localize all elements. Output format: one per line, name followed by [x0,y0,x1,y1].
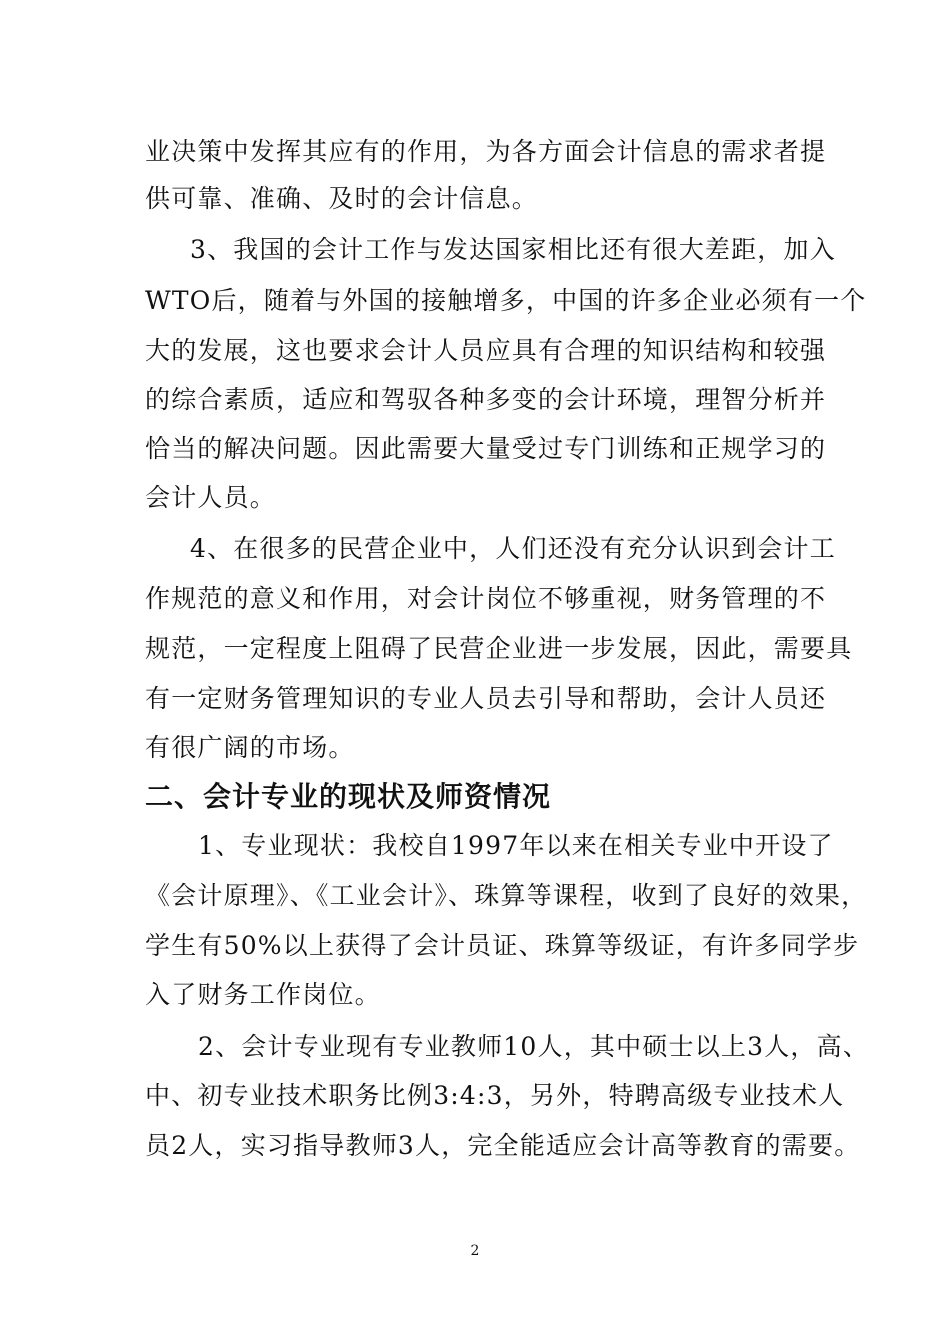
page-number: 2 [470,1243,480,1259]
body-text-line: 的综合素质，适应和驾驭各种多变的会计环境，理智分析并 [145,385,827,414]
section-heading: 二、会计专业的现状及师资情况 [145,780,552,813]
body-text-line: 会计人员。 [145,483,277,512]
body-text-line: WTO后，随着与外国的接触增多，中国的许多企业必须有一个 [145,286,867,315]
body-text-line: 作规范的意义和作用，对会计岗位不够重视，财务管理的不 [145,584,827,613]
body-text-line: 规范，一定程度上阻碍了民营企业进一步发展，因此，需要具 [145,634,853,663]
body-text-line: 4、在很多的民营企业中，人们还没有充分认识到会计工 [190,534,836,563]
body-text-line: 1、专业现状：我校自1997年以来在相关专业中开设了 [198,831,834,860]
body-text-line: 3、我国的会计工作与发达国家相比还有很大差距，加入 [190,235,836,264]
body-text-line: 有一定财务管理知识的专业人员去引导和帮助，会计人员还 [145,684,827,713]
body-text-line: 《会计原理》、《工业会计》、珠算等课程，收到了良好的效果， [145,881,868,910]
body-text-line: 入了财务工作岗位。 [145,980,381,1009]
body-text-line: 供可靠、准确、及时的会计信息。 [145,184,539,213]
body-text-line: 中、初专业技术职务比例3:4:3，另外，特聘高级专业技术人 [145,1081,845,1110]
body-text-line: 恰当的解决问题。因此需要大量受过专门训练和正规学习的 [145,434,827,463]
body-text-line: 大的发展，这也要求会计人员应具有合理的知识结构和较强 [145,336,827,365]
body-text-line: 2、会计专业现有专业教师10人，其中硕士以上3人，高、 [198,1032,870,1061]
body-text-line: 有很广阔的市场。 [145,733,355,762]
body-text-line: 业决策中发挥其应有的作用，为各方面会计信息的需求者提 [145,137,827,166]
body-text-line: 学生有50%以上获得了会计员证、珠算等级证，有许多同学步 [145,931,860,960]
body-text-line: 员2人，实习指导教师3人，完全能适应会计高等教育的需要。 [145,1131,861,1160]
